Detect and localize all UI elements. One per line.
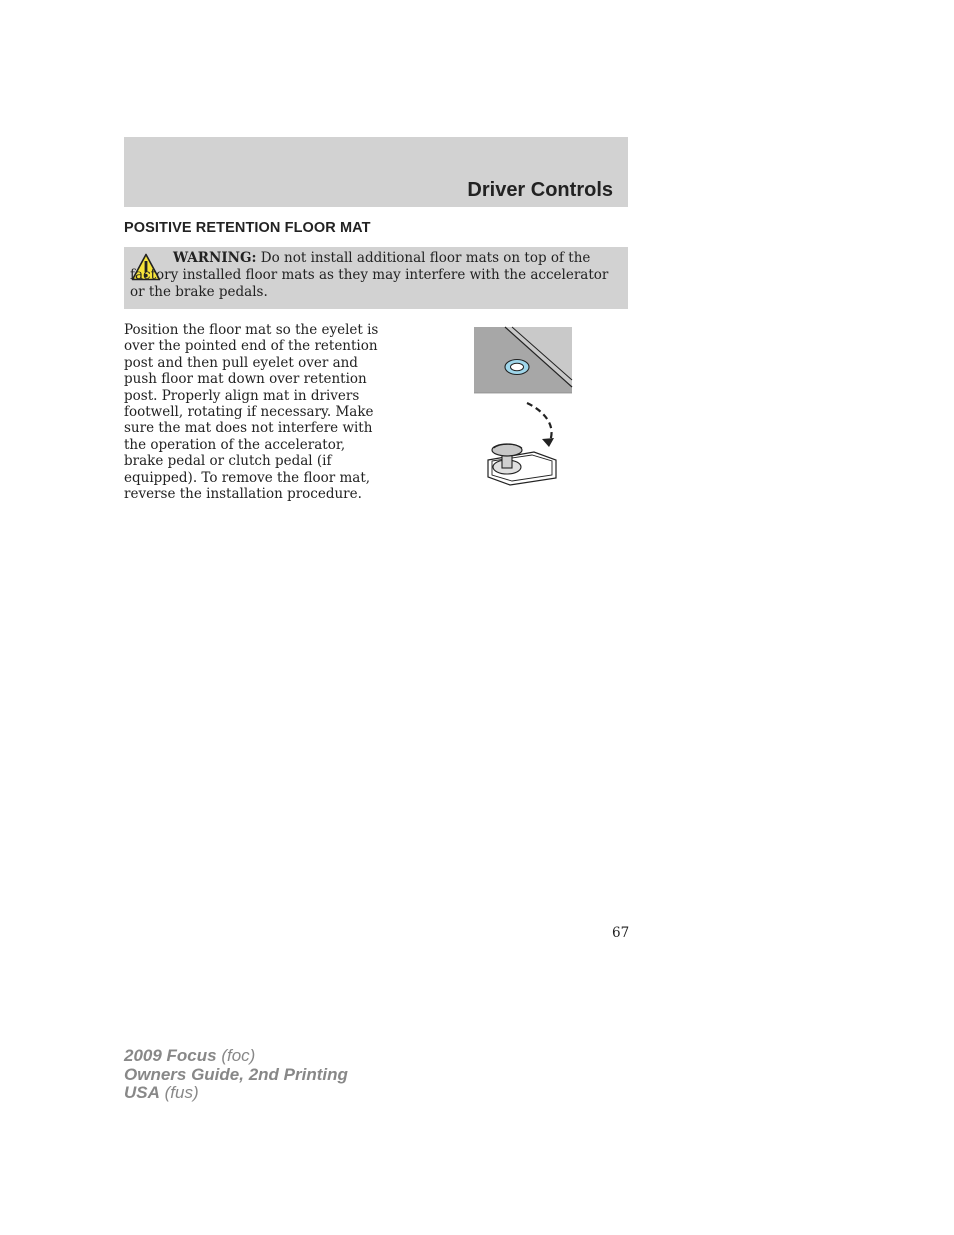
floor-mat-retention-illustration: [470, 325, 580, 490]
warning-text: [130, 250, 620, 301]
footer-line-2: [124, 1066, 348, 1085]
eyelet-icon: [505, 360, 529, 375]
footer-guide: Owners Guide, 2nd Printing: [124, 1064, 348, 1084]
header-band: [124, 137, 628, 207]
footer-market: USA: [124, 1083, 160, 1102]
footer-line-3: [124, 1084, 348, 1103]
footer-model-code: (foc): [216, 1046, 256, 1065]
footer-market-code: (fus): [159, 1083, 199, 1102]
warning-message: Do not install additional floor mats on top of the factory installed floor mats as they may interfere with the accelerator or the brake pedals.: [130, 250, 609, 300]
warning-label: WARNING:: [173, 250, 257, 266]
footer-line-1: [124, 1047, 348, 1066]
body-paragraph: Position the floor mat so the eyelet is over the pointed end of the retention post and then pull eyelet over and push floor mat down over retention post. Properly align mat in drivers footwell, rotating if necessary. Make sure the mat does not interfere with the operation of the accelerator, brake pedal or clutch pedal (if equipped). To remove the floor mat, reverse the installation procedure.: [124, 322, 379, 503]
page-number: 67: [612, 925, 630, 941]
header-title: Driver Controls: [467, 179, 613, 201]
section-title: POSITIVE RETENTION FLOOR MAT: [124, 220, 371, 236]
footer: [124, 1047, 348, 1103]
footer-model: 2009 Focus: [124, 1046, 217, 1065]
curved-arrow-icon: [527, 403, 552, 441]
retention-post-icon: [488, 444, 556, 485]
warning-box: [124, 247, 628, 309]
